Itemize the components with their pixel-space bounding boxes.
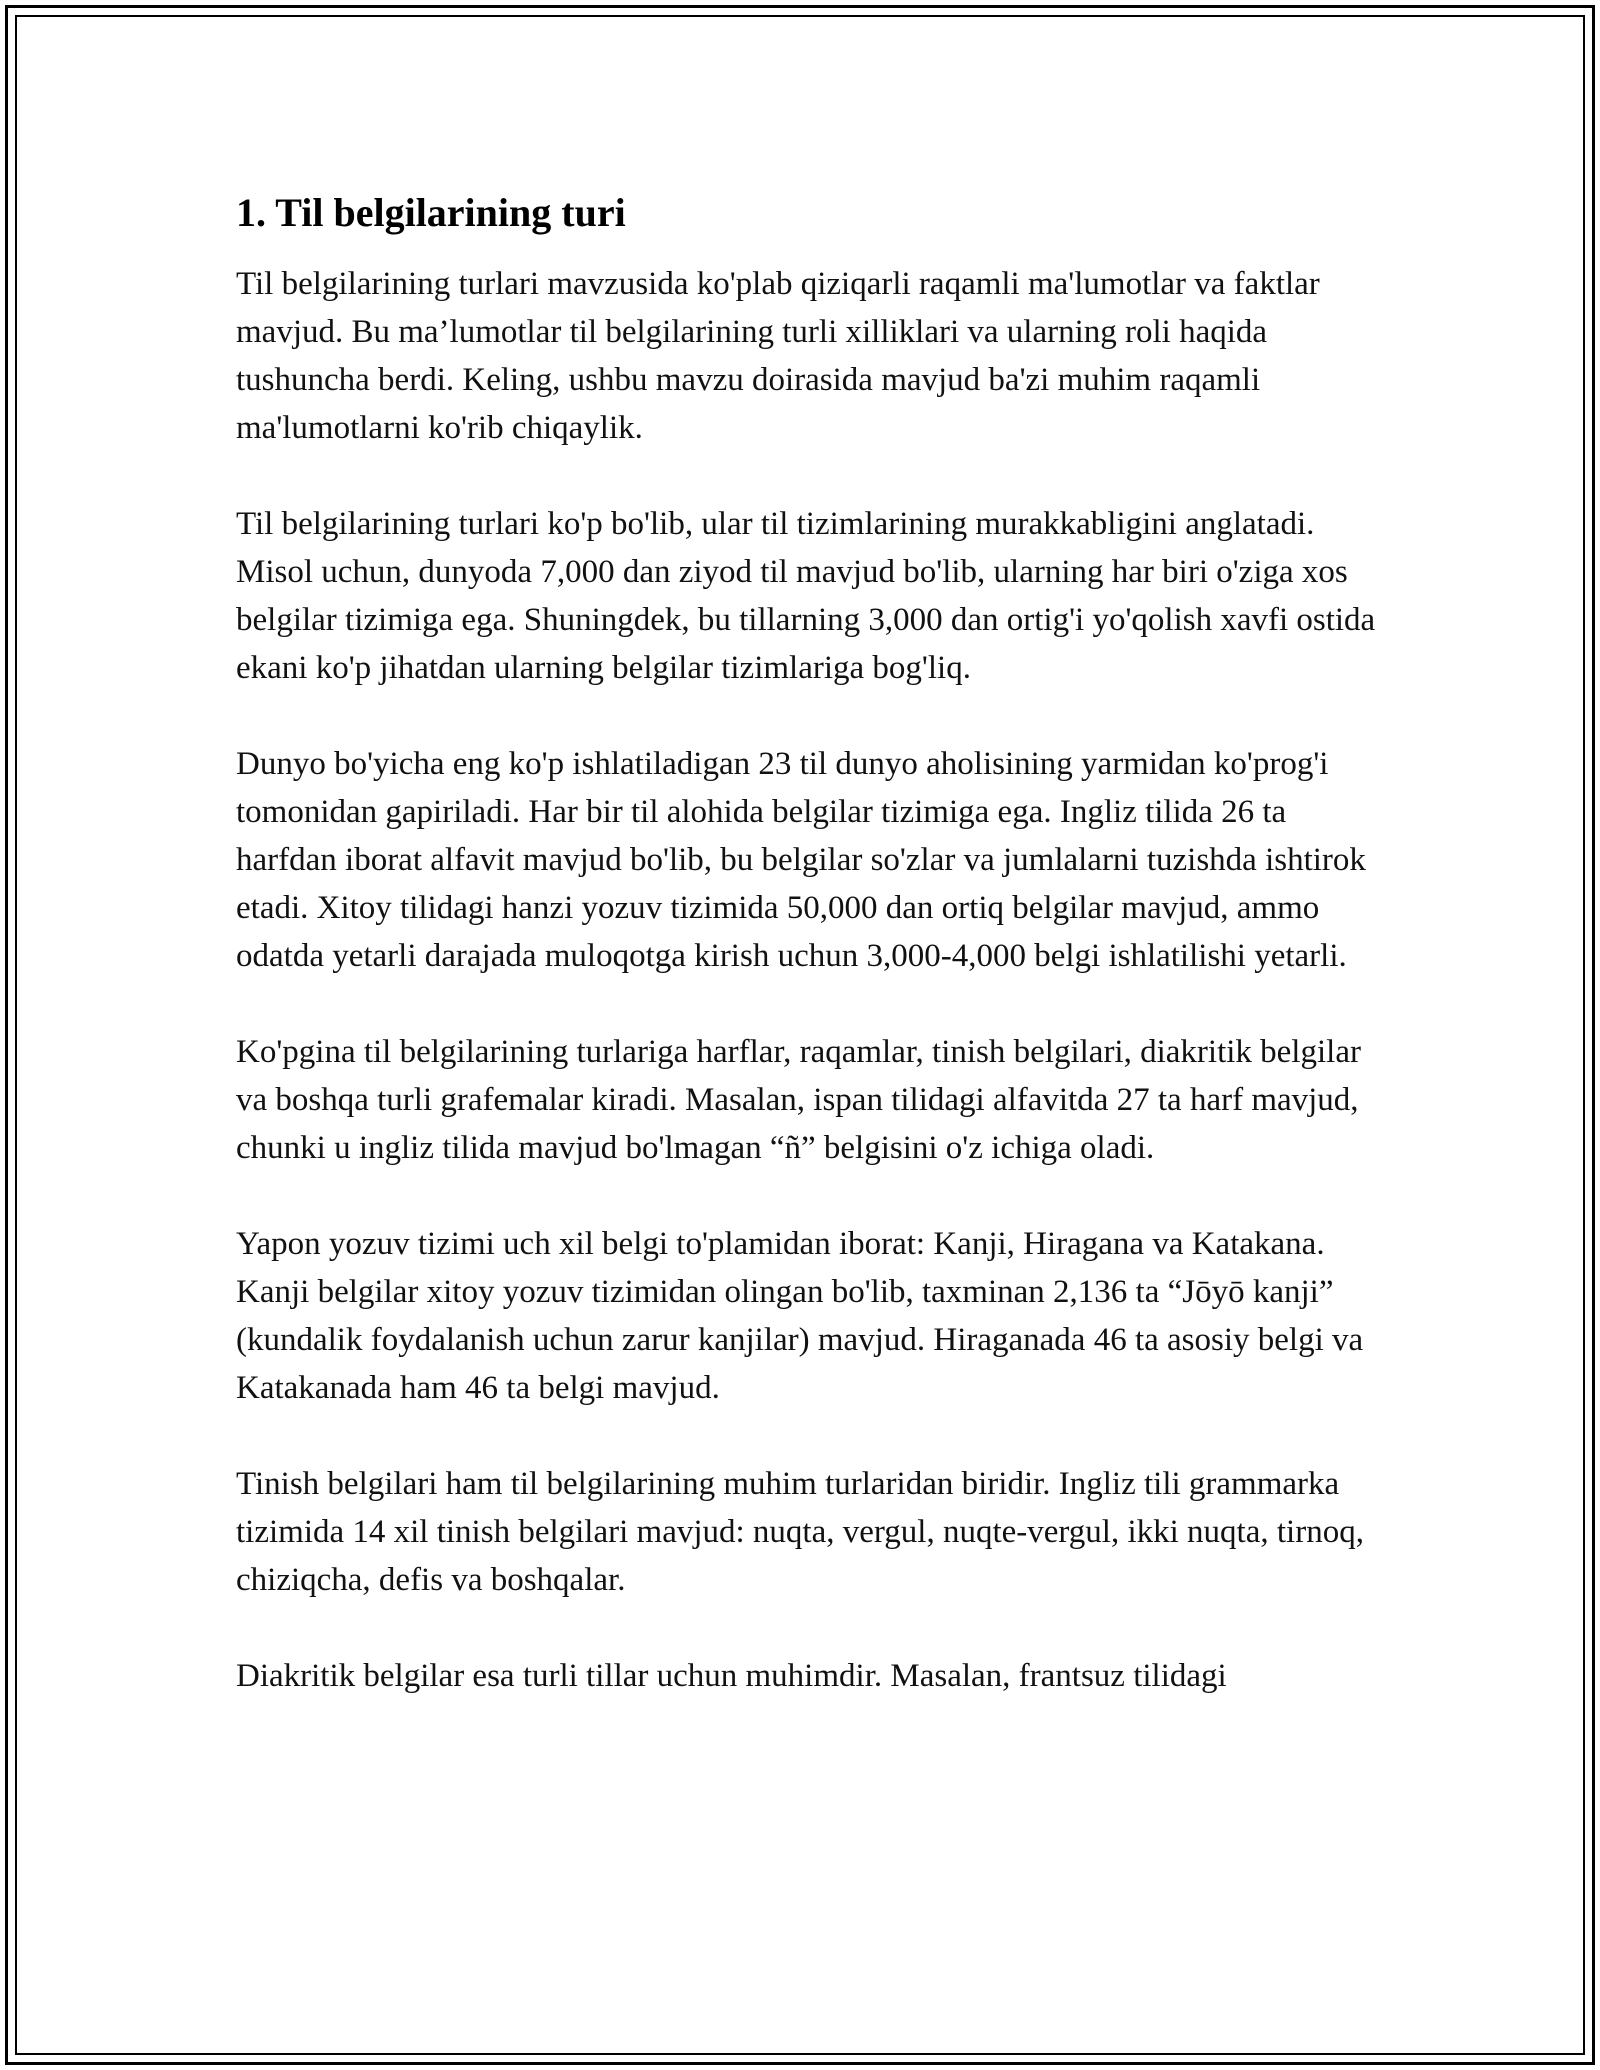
paragraph-4: Ko'pgina til belgilarining turlariga harflar, raqamlar, tinish belgilari, diakritik belgilar va boshqa turli grafemalar kiradi. Masalan, ispan tilidagi alfavitda 27 ta harf mavjud, chunki u ingliz tilida mavjud bo'lmagan “ñ” belgisini o'z ichiga oladi.	[236, 1034, 1361, 1166]
paragraph-2: Til belgilarining turlari ko'p bo'lib, ular til tizimlarining murakkabligini anglatadi. Misol uchun, dunyoda 7,000 dan ziyod til mavjud bo'lib, ularning har biri o'ziga xos belgilar tizimiga ega. Shuningdek, bu tillarning 3,000 dan ortig'i yo'qolish xavfi ostida ekani ko'p jihatdan ularning belgilar tizimlariga bog'liq.	[236, 506, 1376, 686]
document-body	[236, 184, 1376, 1700]
paragraph-6: Tinish belgilari ham til belgilarining muhim turlaridan biridir. Ingliz tili grammarka tizimida 14 xil tinish belgilari mavjud: nuqta, vergul, nuqte-vergul, ikki nuqta, tirnoq, chiziqcha, defis va boshqalar.	[236, 1466, 1364, 1598]
paragraph-1: Til belgilarining turlari mavzusida ko'plab qiziqarli raqamli ma'lumotlar va faktlar mavjud. Bu ma’lumotlar til belgilarining turli xilliklari va ularning roli haqida tushuncha berdi. Keling, ushbu mavzu doirasida mavjud ba'zi muhim raqamli ma'lumotlarni ko'rib chiqaylik.	[236, 266, 1320, 446]
paragraph-7: Diakritik belgilar esa turli tillar uchun muhimdir. Masalan, frantsuz tilidagi	[236, 1658, 1227, 1694]
paragraph-5: Yapon yozuv tizimi uch xil belgi to'plamidan iborat: Kanji, Hiragana va Katakana. Kanji belgilar xitoy yozuv tizimidan olingan bo'lib, taxminan 2,136 ta “Jōyō kanji” (kundalik foydalanish uchun zarur kanjilar) mavjud. Hiraganada 46 ta asosiy belgi va Katakanada ham 46 ta belgi mavjud.	[236, 1226, 1364, 1406]
section-heading: 1. Til belgilarining turi	[236, 190, 626, 235]
paragraph-3: Dunyo bo'yicha eng ko'p ishlatiladigan 23 til dunyo aholisining yarmidan ko'prog'i tomonidan gapiriladi. Har bir til alohida belgilar tizimiga ega. Ingliz tilida 26 ta harfdan iborat alfavit mavjud bo'lib, bu belgilar so'zlar va jumlalarni tuzishda ishtirok etadi. Xitoy tilidagi hanzi yozuv tizimida 50,000 dan ortiq belgilar mavjud, ammo odatda yetarli darajada muloqotga kirish uchun 3,000-4,000 belgi ishlatilishi yetarli.	[236, 746, 1366, 974]
